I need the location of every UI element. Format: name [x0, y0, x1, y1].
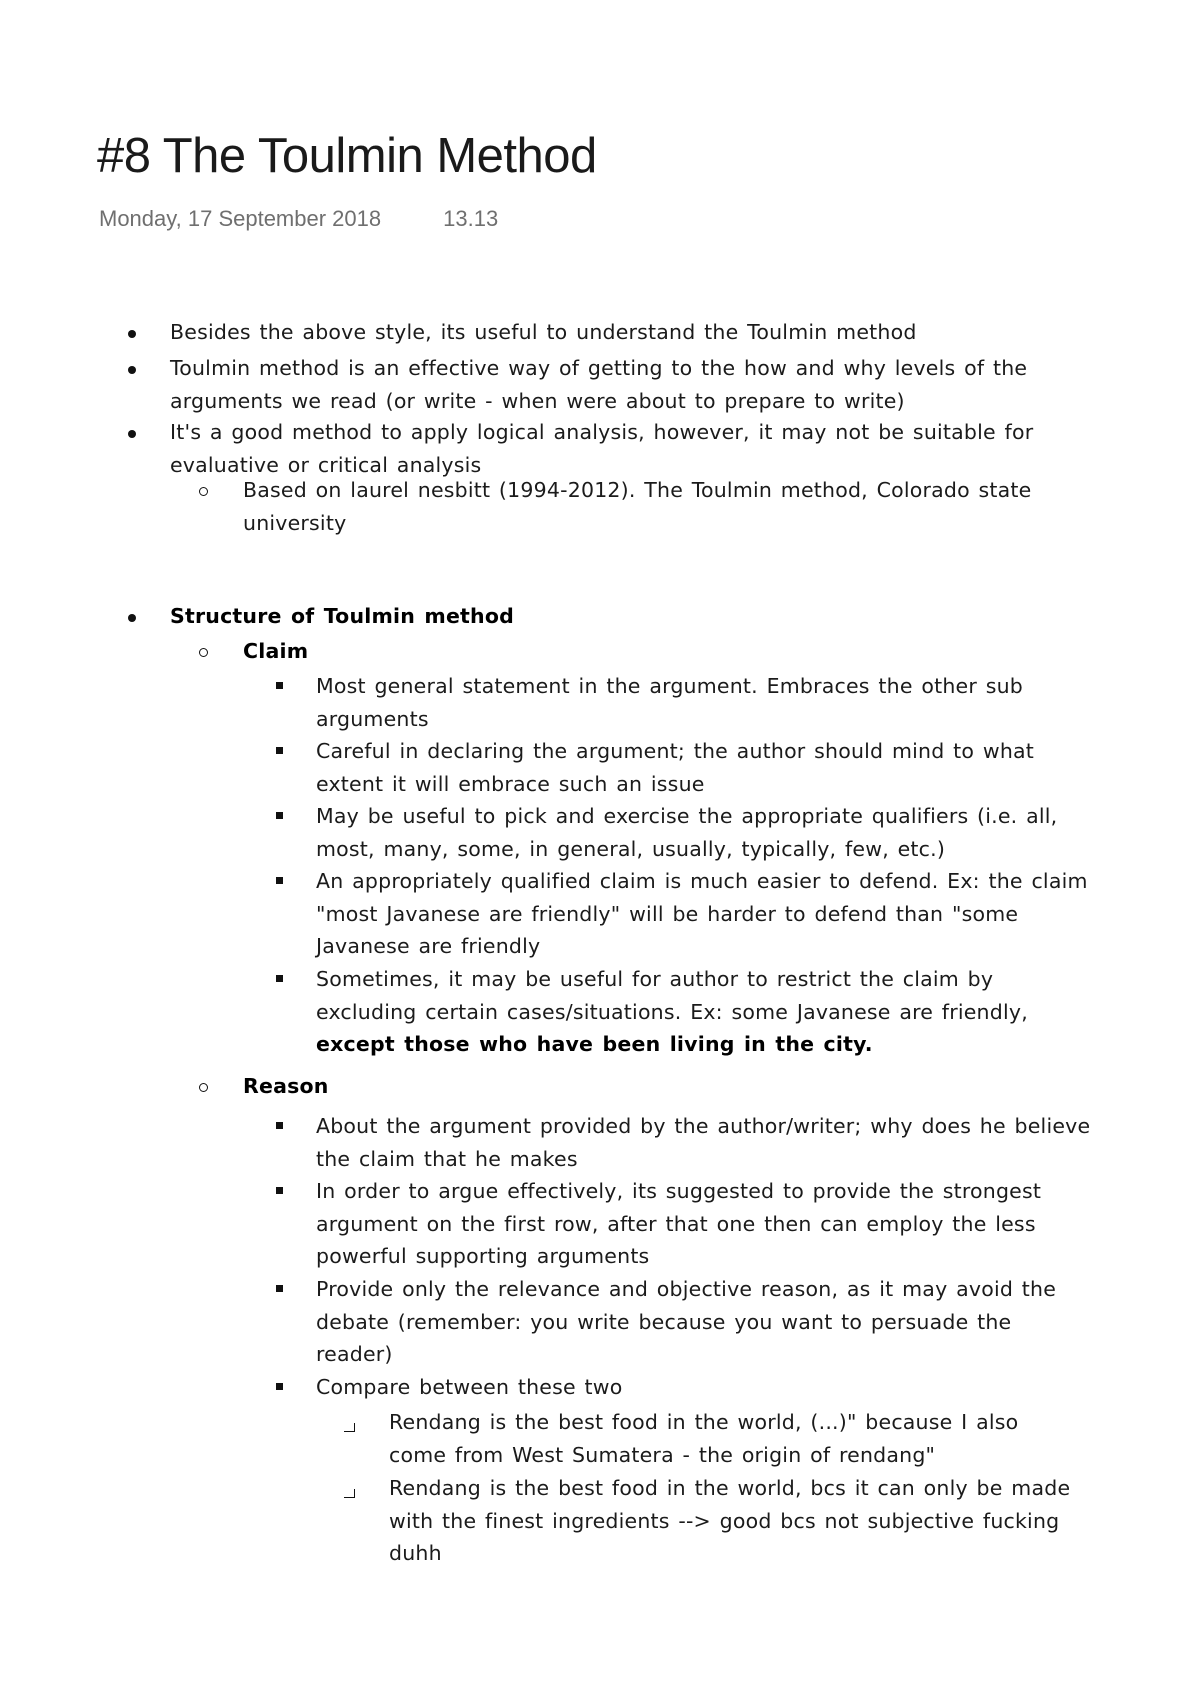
note-text: Besides the above style, its useful to understand the Toulmin method [170, 320, 917, 344]
note-text: Provide only the relevance and objective reason, as it may avoid the debate (remember: you write because you want to persuade the reader) [316, 1277, 1057, 1366]
note-text-part: Sometimes, it may be useful for author to restrict the claim by excluding certain cases/situations. Ex: some Javanese are friendly, [316, 967, 1028, 1024]
note-text [316, 963, 1094, 1061]
timestamp [99, 206, 498, 232]
page-title: #8 The Toulmin Method [97, 129, 597, 183]
note-text: An appropriately qualified claim is much easier to defend. Ex: the claim "most Javanese are friendly" will be harder to defend than "some Javanese are friendly [316, 869, 1088, 958]
section-heading: Structure of Toulmin method [170, 604, 515, 628]
note-text: Toulmin method is an effective way of getting to the how and why levels of the arguments we read (or write - when were about to prepare to write) [170, 356, 1028, 413]
note-text: It's a good method to apply logical analysis, however, it may not be suitable for evaluative or critical analysis [170, 420, 1034, 477]
note-text: Rendang is the best food in the world, (...)" because I also come from West Sumatera - the origin of rendang" [389, 1410, 1019, 1467]
note-text: Careful in declaring the argument; the author should mind to what extent it will embrace such an issue [316, 739, 1035, 796]
note-text: May be useful to pick and exercise the appropriate qualifiers (i.e. all, most, many, some, in general, usually, typically, few, etc.) [316, 804, 1058, 861]
note-text: Most general statement in the argument. Embraces the other sub arguments [316, 674, 1023, 731]
note-text: About the argument provided by the author/writer; why does he believe the claim that he makes [316, 1114, 1091, 1171]
subsection-heading: Claim [243, 639, 309, 663]
note-text-emphasis: except those who have been living in the city. [316, 1032, 873, 1056]
note-text: Based on laurel nesbitt (1994-2012). The Toulmin method, Colorado state university [243, 478, 1032, 535]
note-date: Monday, 17 September 2018 [99, 206, 382, 231]
note-text: In order to argue effectively, its suggested to provide the strongest argument on the first row, after that one then can employ the less powerful supporting arguments [316, 1179, 1042, 1268]
note-text: Rendang is the best food in the world, bcs it can only be made with the finest ingredients --> good bcs not subjective fucking duhh [389, 1476, 1071, 1565]
subsection-heading: Reason [243, 1074, 329, 1098]
note-text: Compare between these two [316, 1375, 623, 1399]
note-time: 13.13 [443, 206, 499, 231]
